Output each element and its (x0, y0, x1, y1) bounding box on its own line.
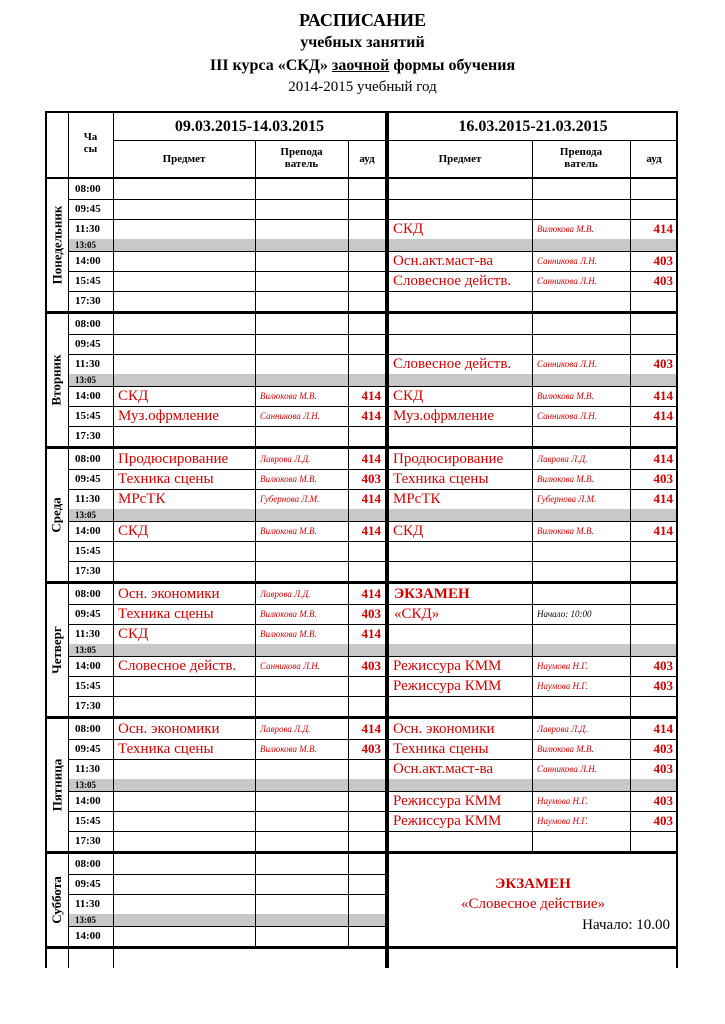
row-divider (68, 334, 386, 335)
room-cell: 403 (653, 658, 673, 673)
time-slot: 08:00 (75, 183, 101, 195)
room-cell: 414 (653, 523, 673, 538)
week1-period: 09.03.2015-14.03.2015 (174, 118, 325, 135)
teacher-header-bottom: ватель (564, 158, 598, 170)
lunch-break-shade (388, 644, 678, 656)
room-cell: 414 (653, 491, 673, 506)
column-divider (630, 314, 631, 446)
time-slot: 11:30 (75, 493, 101, 505)
row-divider (68, 926, 386, 927)
subject-cell: СКД (118, 626, 149, 642)
subject-cell: Техника сцены (393, 741, 489, 757)
saturday-exam-subject: «Словесное действие» (460, 896, 606, 912)
row-divider (68, 219, 386, 220)
teacher-cell: Вилюкова М.В. (537, 744, 594, 754)
row-divider (388, 541, 678, 542)
lunch-time: 13:05 (75, 375, 96, 385)
time-slot: 14:00 (75, 255, 101, 267)
teacher-cell: Лаврова Л.Д. (537, 724, 588, 734)
room-cell: 403 (653, 356, 673, 371)
column-divider (532, 449, 533, 581)
day-name: Пятница (49, 758, 65, 812)
day-name: Среда (49, 497, 65, 533)
time-slot: 09:45 (75, 878, 101, 890)
teacher-cell: Санникова Л.Н. (537, 411, 598, 421)
time-slot: 09:45 (75, 608, 101, 620)
time-slot: 09:45 (75, 338, 101, 350)
row-divider (68, 696, 386, 697)
teacher-cell: Лаврова Л.Д. (260, 589, 311, 599)
column-divider (348, 584, 349, 716)
column-divider (255, 314, 256, 446)
day-name: Четверг (49, 626, 64, 674)
teacher-cell: Вилюкова М.В. (537, 474, 594, 484)
teacher-cell: Вилюкова М.В. (260, 744, 317, 754)
table-top-border (45, 111, 678, 113)
subject-cell: Продюсирование (393, 451, 504, 467)
header-column-divider (348, 140, 349, 178)
lunch-break-shade (69, 644, 386, 656)
subject-cell: Техника сцены (118, 471, 214, 487)
row-divider (68, 676, 386, 677)
exam-label: ЭКЗАМЕН (394, 586, 470, 602)
row-divider (68, 251, 386, 252)
time-column-border (113, 111, 114, 968)
subject-cell: Осн.акт.маст-ва (393, 761, 493, 777)
exam-start-note: Начало: 10:00 (537, 609, 592, 619)
room-cell: 403 (653, 761, 673, 776)
room-cell: 403 (361, 606, 381, 621)
room-cell: 414 (361, 626, 381, 641)
subject-cell: СКД (393, 523, 424, 539)
day-label (47, 584, 67, 716)
room-cell: 414 (653, 221, 673, 236)
time-slot: 17:30 (75, 430, 101, 442)
row-divider (388, 291, 678, 292)
teacher-cell: Лаврова Л.Д. (537, 454, 588, 464)
room-cell: 414 (361, 721, 381, 736)
day-separator (45, 311, 678, 314)
lunch-time: 13:05 (75, 915, 96, 925)
time-slot: 15:45 (75, 545, 101, 557)
header-column-divider (630, 140, 631, 178)
time-slot: 08:00 (75, 318, 101, 330)
room-cell: 403 (653, 471, 673, 486)
teacher-cell: Вилюкова М.В. (260, 391, 317, 401)
course-suffix: формы обучения (393, 57, 516, 74)
teacher-cell: Санникова Л.Н. (260, 661, 321, 671)
time-slot: 08:00 (75, 858, 101, 870)
column-divider (255, 179, 256, 311)
column-divider (255, 719, 256, 851)
header-column-divider (532, 140, 533, 178)
week2-teacher-header (532, 146, 630, 174)
exam-subject: «СКД» (394, 606, 440, 622)
time-slot: 14:00 (75, 930, 101, 942)
subject-cell: МРсТК (118, 491, 166, 507)
day-name: Суббота (49, 876, 65, 924)
teacher-cell: Санникова Л.Н. (537, 764, 598, 774)
row-divider (68, 354, 386, 355)
time-slot: 11:30 (75, 898, 101, 910)
row-divider (68, 271, 386, 272)
room-cell: 403 (361, 741, 381, 756)
period-underline (388, 140, 678, 141)
day-label (47, 719, 67, 851)
row-divider (388, 426, 678, 427)
teacher-cell: Наумова Н.Г. (537, 816, 588, 826)
subject-cell: Режиссура КММ (393, 658, 502, 674)
time-slot: 14:00 (75, 795, 101, 807)
lunch-time: 13:05 (75, 645, 96, 655)
teacher-cell: Губернова Л.М. (537, 494, 597, 504)
column-divider (255, 584, 256, 716)
day-label (47, 449, 67, 581)
time-slot: 14:00 (75, 525, 101, 537)
subject-cell: СКД (118, 388, 149, 404)
room-cell: 414 (361, 586, 381, 601)
subject-cell: МРсТК (393, 491, 441, 507)
header-column-divider (255, 140, 256, 178)
teacher-cell: Санникова Л.Н. (537, 359, 598, 369)
time-slot: 08:00 (75, 453, 101, 465)
column-divider (630, 584, 631, 716)
day-label (47, 314, 67, 446)
teacher-header-top: Препода (559, 146, 603, 158)
teacher-cell: Санникова Л.Н. (537, 276, 598, 286)
teacher-cell: Вилюкова М.В. (537, 526, 594, 536)
row-divider (68, 291, 386, 292)
column-divider (630, 449, 631, 581)
room-cell: 403 (653, 741, 673, 756)
room-cell: 403 (361, 471, 381, 486)
day-name: Понедельник (49, 205, 64, 285)
lunch-time: 13:05 (75, 240, 96, 250)
day-name: Вторник (49, 354, 64, 406)
room-cell: 403 (361, 658, 381, 673)
saturday-exam-start: Начало: 10.00 (582, 917, 670, 933)
subject-cell: СКД (393, 388, 424, 404)
teacher-cell: Санникова Л.Н. (260, 411, 321, 421)
week1-teacher-header (255, 146, 348, 174)
time-slot: 09:45 (75, 743, 101, 755)
lunch-break-shade (69, 509, 386, 521)
academic-year: 2014-2015 учебный год (288, 79, 437, 95)
time-slot: 17:30 (75, 835, 101, 847)
week1-room-header: ауд (359, 153, 375, 165)
teacher-cell: Санникова Л.Н. (537, 256, 598, 266)
subject-cell: Муз.офрмление (393, 408, 494, 424)
teacher-cell: Вилюкова М.В. (260, 526, 317, 536)
course-line (0, 57, 725, 75)
room-cell: 403 (653, 678, 673, 693)
teacher-header-bottom: ватель (284, 158, 319, 170)
day-column-border (68, 111, 69, 968)
teacher-cell: Наумова Н.Г. (537, 661, 588, 671)
subject-cell: Осн.акт.маст-ва (393, 253, 493, 269)
column-divider (348, 449, 349, 581)
subject-cell: Осн. экономики (118, 586, 220, 602)
lunch-break-shade (388, 374, 678, 386)
subject-cell: Словесное действ. (393, 356, 512, 372)
course-prefix: III курса «СКД» (209, 57, 328, 74)
row-divider (388, 624, 678, 625)
table-left-border (45, 111, 47, 968)
room-cell: 414 (361, 451, 381, 466)
day-separator (45, 851, 678, 854)
hours-header (68, 131, 113, 159)
row-divider (68, 541, 386, 542)
column-divider (532, 179, 533, 311)
row-divider (68, 874, 386, 875)
row-divider (68, 894, 386, 895)
lunch-break-shade (388, 779, 678, 791)
lunch-break-shade (69, 779, 386, 791)
lunch-time: 13:05 (75, 510, 96, 520)
row-divider (388, 561, 678, 562)
subject-cell: Осн. экономики (118, 721, 220, 737)
teacher-cell: Лаврова Л.Д. (260, 454, 311, 464)
teacher-cell: Вилюкова М.В. (537, 224, 594, 234)
column-divider (348, 854, 349, 946)
room-cell: 414 (361, 408, 381, 423)
room-cell: 414 (653, 721, 673, 736)
time-slot: 09:45 (75, 203, 101, 215)
teacher-header-top: Препода (280, 146, 323, 158)
row-divider (68, 831, 386, 832)
teacher-cell: Вилюкова М.В. (537, 391, 594, 401)
time-slot: 11:30 (75, 628, 101, 640)
room-cell: 403 (653, 813, 673, 828)
header-bottom-border (45, 177, 678, 179)
time-slot: 17:30 (75, 295, 101, 307)
teacher-cell: Наумова Н.Г. (537, 681, 588, 691)
time-slot: 11:30 (75, 763, 101, 775)
subject-cell: Техника сцены (118, 741, 214, 757)
schedule-table (45, 111, 678, 968)
column-divider (348, 179, 349, 311)
period-underline (113, 140, 386, 141)
row-divider (68, 199, 386, 200)
column-divider (255, 449, 256, 581)
time-slot: 14:00 (75, 390, 101, 402)
subject-cell: Режиссура КММ (393, 678, 502, 694)
row-divider (68, 791, 386, 792)
week2-room-header: ауд (646, 153, 662, 165)
room-cell: 403 (653, 793, 673, 808)
row-divider (388, 831, 678, 832)
subject-cell: СКД (393, 221, 424, 237)
time-slot: 15:45 (75, 410, 101, 422)
schedule-title: РАСПИСАНИЕ (299, 10, 426, 30)
lunch-time: 13:05 (75, 780, 96, 790)
room-cell: 414 (361, 523, 381, 538)
row-divider (388, 696, 678, 697)
teacher-cell: Вилюкова М.В. (260, 474, 317, 484)
teacher-cell: Вилюкова М.В. (260, 609, 317, 619)
course-form-underlined: заочной (331, 57, 390, 74)
time-slot: 11:30 (75, 223, 101, 235)
week2-subject-header: Предмет (438, 153, 482, 165)
week2-period: 16.03.2015-21.03.2015 (458, 118, 608, 135)
room-cell: 414 (653, 388, 673, 403)
time-slot: 11:30 (75, 358, 101, 370)
schedule-subtitle: учебных занятий (300, 34, 425, 51)
teacher-cell: Наумова Н.Г. (537, 796, 588, 806)
day-label (47, 854, 67, 946)
subject-cell: Осн. экономики (393, 721, 495, 737)
subject-cell: Словесное действ. (393, 273, 512, 289)
room-cell: 414 (653, 451, 673, 466)
column-divider (532, 719, 533, 851)
row-divider (68, 811, 386, 812)
column-divider (630, 719, 631, 851)
time-slot: 15:45 (75, 275, 101, 287)
subject-cell: Продюсирование (118, 451, 229, 467)
time-slot: 17:30 (75, 565, 101, 577)
time-slot: 09:45 (75, 473, 101, 485)
row-divider (68, 561, 386, 562)
lunch-break-shade (69, 239, 386, 251)
room-cell: 414 (653, 408, 673, 423)
hours-header-bottom: сы (83, 143, 98, 155)
room-cell: 414 (361, 491, 381, 506)
week2-left-border (388, 111, 389, 968)
day-separator (45, 946, 678, 949)
week1-subject-header: Предмет (162, 153, 206, 165)
room-cell: 403 (653, 273, 673, 288)
time-slot: 14:00 (75, 660, 101, 672)
subject-cell: Словесное действ. (118, 658, 237, 674)
column-divider (255, 854, 256, 946)
column-divider (532, 584, 533, 716)
subject-cell: Техника сцены (393, 471, 489, 487)
subject-cell: Режиссура КММ (393, 813, 502, 829)
subject-cell: Муз.офрмление (118, 408, 219, 424)
column-divider (348, 314, 349, 446)
lunch-break-shade (388, 239, 678, 251)
row-divider (388, 199, 678, 200)
row-divider (68, 759, 386, 760)
teacher-cell: Лаврова Л.Д. (260, 724, 311, 734)
column-divider (630, 179, 631, 311)
subject-cell: Режиссура КММ (393, 793, 502, 809)
teacher-cell: Губернова Л.М. (260, 494, 320, 504)
row-divider (68, 426, 386, 427)
time-slot: 15:45 (75, 815, 101, 827)
table-right-border (676, 111, 678, 968)
saturday-exam-title: ЭКЗАМЕН (495, 876, 571, 892)
lunch-break-shade (69, 374, 386, 386)
teacher-cell: Вилюкова М.В. (260, 629, 317, 639)
room-cell: 403 (653, 253, 673, 268)
time-slot: 15:45 (75, 680, 101, 692)
lunch-break-shade (69, 914, 386, 926)
hours-header-top: Ча (83, 131, 98, 143)
row-divider (388, 334, 678, 335)
column-divider (348, 719, 349, 851)
column-divider (532, 314, 533, 446)
time-slot: 17:30 (75, 700, 101, 712)
subject-cell: СКД (118, 523, 149, 539)
lunch-break-shade (388, 509, 678, 521)
time-slot: 08:00 (75, 723, 101, 735)
subject-cell: Техника сцены (118, 606, 214, 622)
room-cell: 414 (361, 388, 381, 403)
day-label (47, 179, 67, 311)
time-slot: 08:00 (75, 588, 101, 600)
